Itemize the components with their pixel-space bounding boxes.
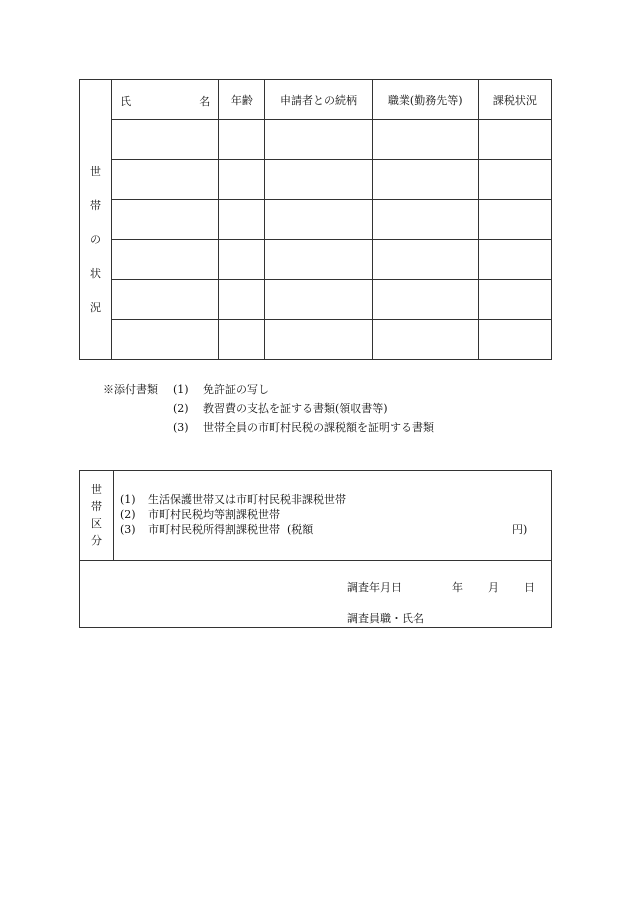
table-row [80,160,552,200]
cell-occupation[interactable] [372,160,478,200]
column-header-age: 年齢 [219,80,265,120]
classification-label-char: 区 [91,517,102,530]
table-row [80,280,552,320]
cell-age[interactable] [219,120,265,160]
cell-age[interactable] [219,200,265,240]
cell-age[interactable] [219,160,265,200]
cell-name[interactable] [112,240,219,280]
cell-relation[interactable] [265,160,372,200]
cell-name[interactable] [112,120,219,160]
surveyor-field[interactable] [347,610,424,626]
cell-relation[interactable] [265,200,372,240]
option-number: (3) [120,523,136,536]
cell-occupation[interactable] [372,240,478,280]
survey-date-month: 月 [488,581,499,594]
attachment-text: 免許証の写し [203,383,269,396]
survey-date-day: 日 [524,581,535,594]
option-text: 市町村民税均等割課税世帯 [148,508,280,521]
option-text: 市町村民税所得割課税世帯 [148,523,280,536]
cell-relation[interactable] [265,240,372,280]
attachments-heading: ※添付書類 [103,383,158,396]
side-label-char: 状 [90,266,102,280]
table-row [80,200,552,240]
option-number: (1) [120,493,136,506]
attachment-number: (2) [173,402,189,415]
tax-amount-label: (税額 [287,523,314,536]
tax-amount-yen: 円) [512,523,528,536]
side-label-char: 帯 [90,198,102,212]
cell-tax-status[interactable] [478,200,551,240]
cell-name[interactable] [112,160,219,200]
classification-box [79,470,552,628]
household-table [79,79,552,360]
attachment-text: 教習費の支払を証する書類(領収書等) [203,402,388,415]
cell-name[interactable] [112,280,219,320]
cell-relation[interactable] [265,320,372,360]
cell-occupation[interactable] [372,120,478,160]
column-header-occupation: 職業(勤務先等) [372,80,478,120]
cell-occupation[interactable] [372,280,478,320]
survey-date-label: 調査年月日 [347,581,402,594]
cell-tax-status[interactable] [478,240,551,280]
cell-tax-status[interactable] [478,320,551,360]
cell-tax-status[interactable] [478,160,551,200]
column-header-tax-status: 課税状況 [478,80,551,120]
cell-occupation[interactable] [372,320,478,360]
attachment-text: 世帯全員の市町村民税の課税額を証明する書類 [203,421,434,434]
column-header-name-part: 名 [199,95,211,108]
classification-label [80,471,114,560]
side-label-char: 況 [90,300,102,314]
option-text: 生活保護世帯又は市町村民税非課税世帯 [148,493,346,506]
cell-name[interactable] [112,200,219,240]
cell-occupation[interactable] [372,200,478,240]
side-label-char: 世 [90,164,102,178]
classification-options [80,471,551,561]
table-row [80,320,552,360]
cell-relation[interactable] [265,120,372,160]
cell-name[interactable] [112,320,219,360]
cell-age[interactable] [219,320,265,360]
attachment-number: (3) [173,421,189,434]
table-row [80,240,552,280]
cell-relation[interactable] [265,280,372,320]
attachment-number: (1) [173,383,189,396]
column-header-relation: 申請者との続柄 [265,80,372,120]
surveyor-label: 調査員職・氏名 [347,612,424,625]
classification-label-char: 世 [91,483,102,496]
side-label-char: の [90,232,102,246]
classification-label-char: 帯 [91,500,102,513]
cell-tax-status[interactable] [478,120,551,160]
cell-tax-status[interactable] [478,280,551,320]
table-row [80,120,552,160]
survey-date-field[interactable] [347,579,535,595]
option-number: (2) [120,508,136,521]
column-header-name [112,80,219,120]
cell-age[interactable] [219,280,265,320]
household-header-row [80,80,552,120]
cell-age[interactable] [219,240,265,280]
classification-label-char: 分 [91,534,102,547]
column-header-name-part: 氏 [120,95,132,108]
household-side-label [80,80,112,360]
survey-date-year: 年 [452,581,463,594]
